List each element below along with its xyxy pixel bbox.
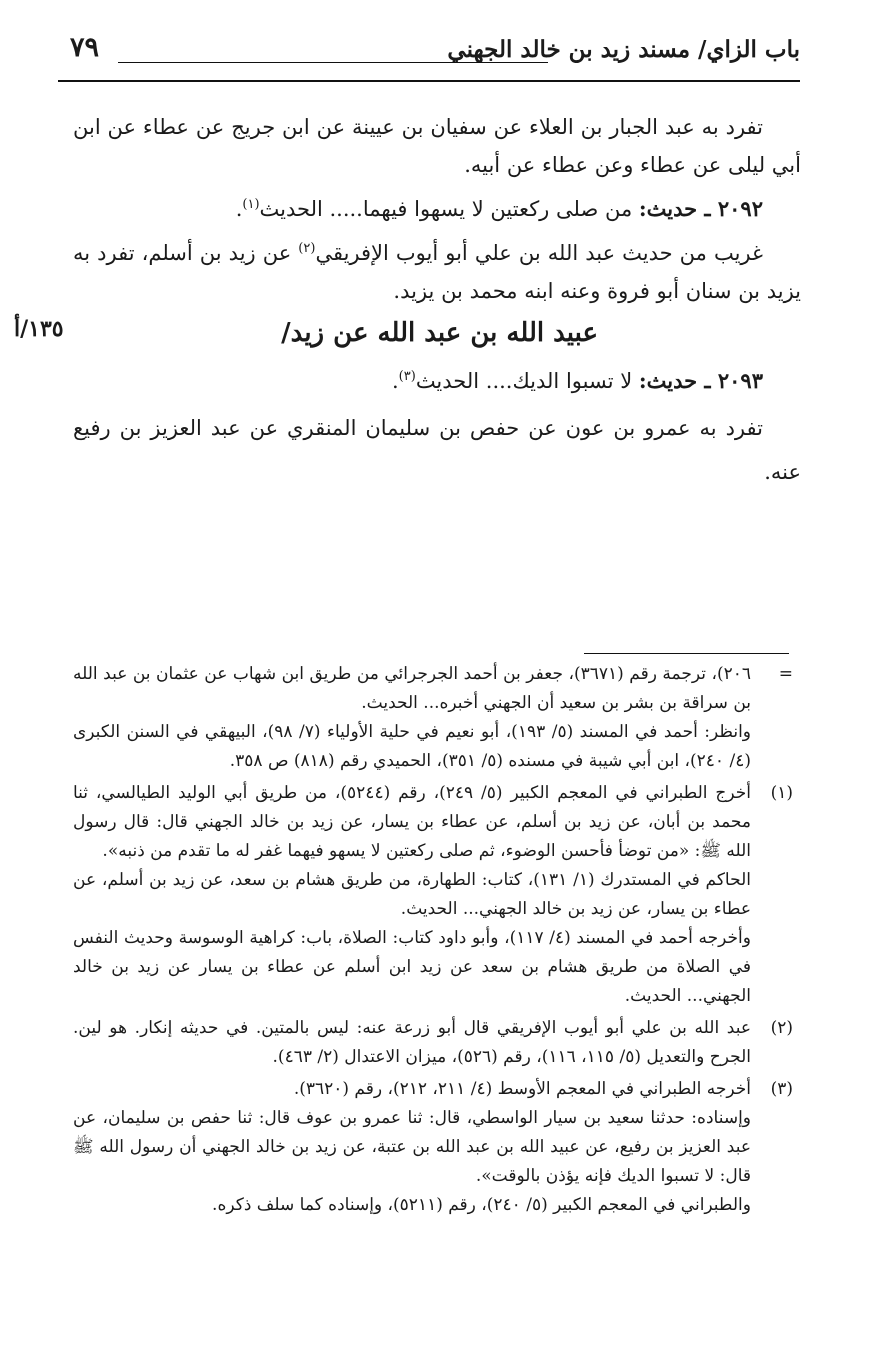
main-text (73, 108, 801, 316)
hadith-end: . (391, 369, 399, 393)
page-number: ٧٩ (70, 32, 100, 63)
paragraph-2-a: غريب من حديث عبد الله بن علي أبو أيوب الإفريقي (315, 241, 763, 265)
footnote-line: الحاكم في المستدرك (١/ ١٣١)، كتاب: الطهارة، من طريق هشام بن سعد، عن زيد بن أسلم، عن عطاء بن يسار، عن زيد بن خالد الجهني... الحديث. (73, 870, 751, 919)
footnotes (73, 660, 793, 1223)
footnote-3 (73, 1075, 793, 1220)
hadith-text: من صلى ركعتين لا يسهوا فيهما..... الحديث (259, 197, 639, 221)
footnote-ref-1: (١) (242, 197, 260, 212)
folio-margin-note: ١٣٥/أ (14, 316, 64, 342)
paragraph-3: تفرد به عمرو بن عون عن حفص بن سليمان المنقري عن عبد العزيز بن رفيع عنه. (73, 416, 801, 484)
paragraph-2-b: عن زيد بن أسلم، تفرد به يزيد بن سنان أبو فروة وعنه ابنه محمد بن يزيد. (73, 241, 801, 303)
paragraph-2 (73, 234, 801, 310)
hadith-2092 (73, 190, 801, 228)
section-heading: عبيد الله بن عبد الله عن زيد/ (281, 318, 598, 348)
footnote-line: أخرجه الطبراني في المعجم الأوسط (٤/ ٢١١، ٢١٢)، رقم (٣٦٢٠). (293, 1079, 751, 1099)
footnote-line: والطبراني في المعجم الكبير (٥/ ٢٤٠)، رقم (٥٢١١)، وإسناده كما سلف ذكره. (212, 1195, 751, 1215)
footnote-marker: (٢) (770, 1018, 793, 1038)
header-dash-line (118, 62, 548, 63)
hadith-2093 (73, 362, 801, 400)
hadith-number: ٢٠٩٣ ـ حديث: (638, 368, 763, 393)
footnote-marker: (١) (770, 783, 793, 803)
paragraph-1: تفرد به عبد الجبار بن العلاء عن سفيان بن عيينة عن ابن جريج عن عطاء عن ابن أبي ليلى عن عطاء وعن عطاء عن أبيه. (73, 115, 801, 177)
footnote-line: ٢٠٦)، ترجمة رقم (٣٦٧١)، جعفر بن أحمد الجرجرائي من طريق ابن شهاب عن عثمان بن عبد الله بن سراقة بن بشر بن سعيد أن الجهني أخبره... الحديث. (73, 664, 751, 713)
header-rule (58, 80, 800, 82)
footnote-2 (73, 1014, 793, 1072)
footnote-line: أخرج الطبراني في المعجم الكبير (٥/ ٢٤٩)، رقم (٥٢٤٤)، من طريق أبي الوليد الطيالسي، ثنا محمد بن أبان، عن زيد بن أسلم، عن عطاء بن يسار، عن زيد بن خالد الجهني قال: قال رسول الله ﷺ: «من توضأ فأحسن الوضوء، ثم صلى ركعتين لا يسهو فيهما غفر له ما تقدم من ذنبه». (73, 783, 751, 861)
footnote-line: عبد الله بن علي أبو أيوب الإفريقي قال أبو زرعة عنه: ليس بالمتين. في حديثه إنكار. هو لين. الجرح والتعديل (٥/ ١١٥، ١١٦)، رقم (٥٢٦)، ميزان الاعتدال (٢/ ٤٦٣). (73, 1018, 751, 1067)
footnote-line: وإسناده: حدثنا سعيد بن سيار الواسطي، قال: ثنا عمرو بن عوف قال: ثنا حفص بن سليمان، عن عبد العزيز بن رفيع، عن عبيد الله بن عبد الله بن عتبة، عن زيد بن خالد الجهني أن رسول الله ﷺ قال: لا تسبوا الديك فإنه يؤذن بالوقت». (73, 1108, 751, 1186)
main-text-2 (73, 362, 801, 500)
hadith-end: . (235, 197, 243, 221)
running-title: باب الزاي/ مسند زيد بن خالد الجهني (447, 36, 800, 63)
footnote-ref-2: (٢) (298, 241, 316, 256)
footnote-marker: (٣) (770, 1079, 793, 1099)
footnote-ref-3: (٣) (398, 369, 416, 384)
hadith-number: ٢٠٩٢ ـ حديث: (638, 196, 763, 221)
footnote-continuation (73, 660, 793, 776)
page-header (58, 32, 800, 82)
hadith-text: لا تسبوا الديك.... الحديث (415, 369, 639, 393)
footnote-line: وأخرجه أحمد في المسند (٤/ ١١٧)، وأبو داود كتاب: الصلاة، باب: كراهية الوسوسة وحديث النفس في الصلاة من طريق هشام بن سعد عن زيد ابن أسلم عن عطاء بن يسار عن زيد بن خالد الجهني... الحديث. (73, 928, 751, 1006)
footnote-1 (73, 779, 793, 1011)
footnote-line: وانظر: أحمد في المسند (٥/ ١٩٣)، أبو نعيم في حلية الأولياء (٧/ ٩٨)، البيهقي في السنن الكبرى (٤/ ٢٤٠)، ابن أبي شيبة في مسنده (٥/ ٣٥١)، الحميدي رقم (٨١٨) ص ٣٥٨. (73, 722, 752, 771)
footnote-separator (584, 653, 789, 654)
continuation-mark: = (778, 664, 793, 684)
